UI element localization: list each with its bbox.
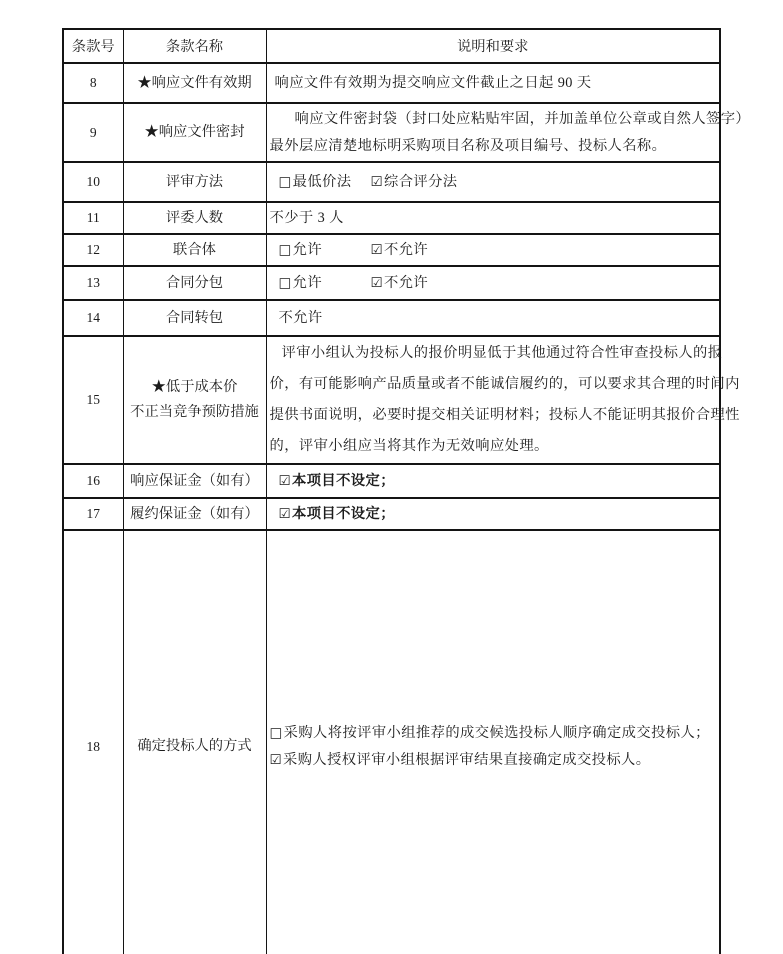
checkbox-empty-icon: □ <box>278 275 292 291</box>
option <box>371 169 458 195</box>
table-row <box>63 300 720 336</box>
description-line <box>269 720 718 747</box>
option <box>279 237 371 263</box>
table-body <box>63 63 751 954</box>
clause-name-line: 合同转包 <box>165 309 224 326</box>
table-row <box>63 202 720 234</box>
clause-name-line: 合同分包 <box>165 274 224 291</box>
description-text: 的，评审小组应当将其作为无效响应处理。 <box>269 438 549 454</box>
clause-name-cell <box>123 162 266 202</box>
table-row <box>63 498 720 530</box>
checkbox-empty-icon: □ <box>278 174 292 190</box>
clause-name-cell <box>123 464 266 498</box>
description-line <box>269 431 718 462</box>
clause-number-cell: 12 <box>63 234 123 266</box>
description-text: 最外层应清楚地标明采购项目名称及项目编号、投标人名称。 <box>269 137 667 154</box>
clause-name-cell <box>123 530 266 954</box>
description-line <box>269 205 718 231</box>
clause-description-cell <box>266 103 751 162</box>
table-row <box>63 336 720 464</box>
option-label: 综合评分法 <box>384 174 458 190</box>
clause-description-cell <box>266 300 720 336</box>
clause-number-cell: 14 <box>63 300 123 336</box>
table-row <box>63 266 720 300</box>
clause-description-cell <box>266 202 720 234</box>
clause-number-cell: 18 <box>63 530 123 954</box>
option-label: 允许 <box>292 275 323 291</box>
clause-name-line: 不正当竞争预防措施 <box>130 404 259 420</box>
description-line <box>269 369 740 400</box>
clause-name-line: 联合体 <box>173 241 216 258</box>
description-text: 评审小组认为投标人的报价明显低于其他通过符合性审查投标人的报 <box>281 345 723 361</box>
option-label: 不允许 <box>384 242 429 258</box>
checkbox-checked-icon: ☑ <box>370 242 384 258</box>
checkbox-checked-icon: ☑ <box>370 174 384 190</box>
description-text: 响应文件密封袋（封口处应粘贴牢固，并加盖单位公章或自然人签字） <box>294 110 751 127</box>
clause-name-line: ★响应文件密封 <box>144 124 245 140</box>
checkbox-checked-icon: ☑ <box>370 275 384 291</box>
description-text: 价，有可能影响产品质量或者不能诚信履约的，可以要求其合理的时间内 <box>269 376 740 392</box>
option <box>371 237 429 263</box>
description-text: 采购人将按评审小组推荐的成交候选投标人顺序确定成交投标人； <box>283 724 710 741</box>
table-row <box>63 530 720 954</box>
table-row <box>63 234 720 266</box>
column-header-clause-number: 条款号 <box>63 29 123 63</box>
table-row <box>63 63 720 103</box>
description-text: 采购人授权评审小组根据评审结果直接确定成交投标人。 <box>283 751 651 768</box>
header-row <box>63 29 720 63</box>
description-line <box>269 106 751 133</box>
clause-description-cell <box>266 530 720 954</box>
clause-name-cell <box>123 336 266 464</box>
checkbox-empty-icon: □ <box>278 242 292 258</box>
clause-name-line: 确定投标人的方式 <box>137 738 252 754</box>
option-label: 允许 <box>292 242 323 258</box>
clause-name-cell <box>123 498 266 530</box>
clause-name-line: ★低于成本价 <box>151 379 238 395</box>
clause-name-cell <box>123 103 266 162</box>
description-line <box>269 70 718 96</box>
clause-number-cell: 15 <box>63 336 123 464</box>
checkbox-checked-icon: ☑ <box>278 473 292 489</box>
table-row <box>63 103 720 162</box>
clause-description-cell <box>266 464 720 498</box>
clause-description-cell <box>266 336 740 464</box>
clause-name-line: ★响应文件有效期 <box>137 74 252 91</box>
option-label: 最低价法 <box>292 174 352 190</box>
description-line <box>269 237 718 263</box>
clause-number-cell: 13 <box>63 266 123 300</box>
clause-description-cell <box>266 266 720 300</box>
clause-number-cell: 11 <box>63 202 123 234</box>
clause-number-cell: 10 <box>63 162 123 202</box>
description-text: 不允许 <box>278 310 323 326</box>
option-label: 不允许 <box>384 275 429 291</box>
column-header-clause-name: 条款名称 <box>123 29 266 63</box>
description-line <box>269 133 718 160</box>
clause-description-cell <box>266 162 720 202</box>
option <box>371 270 429 296</box>
option <box>279 270 371 296</box>
clause-number-cell: 9 <box>63 103 123 162</box>
column-header-description: 说明和要求 <box>266 29 720 63</box>
description-text: 提供书面说明，必要时提交相关证明材料；投标人不能证明其报价合理性 <box>269 407 740 423</box>
checkbox-checked-icon: ☑ <box>278 506 292 522</box>
clause-description-cell <box>266 63 720 103</box>
description-line <box>269 270 718 296</box>
clause-number-cell: 8 <box>63 63 123 103</box>
description-line <box>269 338 723 369</box>
description-line <box>269 169 718 195</box>
clause-name-line: 评审方法 <box>165 173 224 190</box>
table-row <box>63 464 720 498</box>
clauses-table <box>62 28 751 954</box>
clause-number-cell: 16 <box>63 464 123 498</box>
clause-name-cell <box>123 202 266 234</box>
description-line <box>269 305 718 331</box>
clause-description-cell <box>266 498 720 530</box>
description-line <box>269 747 718 774</box>
description-line <box>269 501 718 527</box>
description-line <box>269 400 740 431</box>
clause-name-cell <box>123 266 266 300</box>
checkbox-checked-icon: ☑ <box>269 751 283 768</box>
clause-name-cell <box>123 234 266 266</box>
clause-description-cell <box>266 234 720 266</box>
description-text: 不少于 3 人 <box>269 210 344 226</box>
description-text: 响应文件有效期为提交响应文件截止之日起 90 天 <box>274 75 592 91</box>
clause-number-cell: 17 <box>63 498 123 530</box>
clause-name-line: 履约保证金（如有） <box>130 505 259 522</box>
clause-name-cell <box>123 63 266 103</box>
option <box>279 169 371 195</box>
clause-name-line: 评委人数 <box>165 209 224 226</box>
description-text: 本项目不设定； <box>292 473 395 489</box>
description-text: 本项目不设定； <box>292 506 395 522</box>
table-row <box>63 162 720 202</box>
clause-name-cell <box>123 300 266 336</box>
checkbox-empty-icon: □ <box>269 724 283 741</box>
clause-name-line: 响应保证金（如有） <box>130 472 259 489</box>
description-line <box>269 468 718 494</box>
